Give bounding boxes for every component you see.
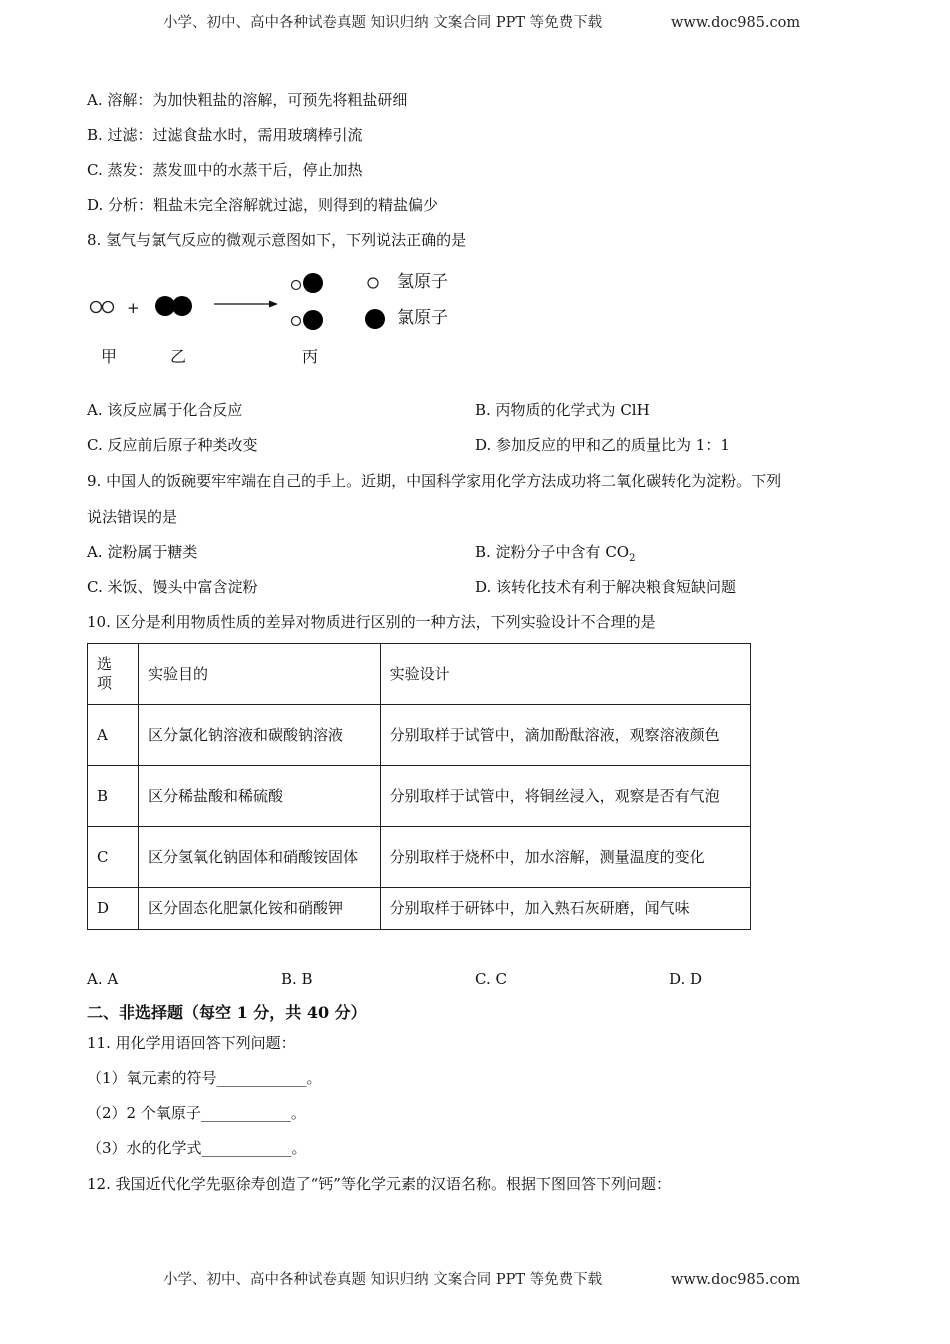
label-jia: 甲 xyxy=(101,347,118,366)
chlorine-atom-icon xyxy=(172,296,192,316)
row-design: 分别取样于试管中，将铜丝浸入，观察是否有气泡 xyxy=(380,766,750,827)
q9-stem-line1: 9. 中国人的饭碗要牢牢端在自己的手上。近期，中国科学家用化学方法成功将二氧化碳转化为淀粉。下列 xyxy=(87,472,782,490)
hydrogen-atom-icon xyxy=(91,302,102,313)
q10-option-c: C. C xyxy=(475,970,507,988)
q8-option-d: D. 参加反应的甲和乙的质量比为 1：1 xyxy=(475,436,730,454)
q8-option-c: C. 反应前后原子种类改变 xyxy=(87,436,258,454)
footer-site-link[interactable]: www.doc985.com xyxy=(671,1272,801,1288)
q11-part1: （1）氧元素的符号____________。 xyxy=(87,1069,322,1087)
row-purpose: 区分氯化钠溶液和碳酸钠溶液 xyxy=(138,705,380,766)
header-design: 实验设计 xyxy=(380,644,750,705)
q7-option-a: A. 溶解：为加快粗盐的溶解，可预先将粗盐研细 xyxy=(87,91,408,109)
table-row xyxy=(88,827,751,888)
q9-option-d: D. 该转化技术有利于解决粮食短缺问题 xyxy=(475,578,737,596)
q9-option-c: C. 米饭、馒头中富含淀粉 xyxy=(87,578,258,596)
row-option: A xyxy=(88,705,139,766)
q11-stem: 11. 用化学用语回答下列问题： xyxy=(87,1034,296,1052)
header-text: 小学、初中、高中各种试卷真题 知识归纳 文案合同 PPT 等免费下载 xyxy=(163,15,603,31)
q10-stem: 10. 区分是利用物质性质的差异对物质进行区别的一种方法，下列实验设计不合理的是 xyxy=(87,613,656,631)
label-yi: 乙 xyxy=(170,347,187,366)
legend-hydrogen-icon xyxy=(368,278,378,288)
row-design: 分别取样于试管中，滴加酚酞溶液，观察溶液颜色 xyxy=(380,705,750,766)
arrow-head-icon xyxy=(269,301,278,308)
hydrogen-atom-icon xyxy=(292,281,301,290)
footer-text: 小学、初中、高中各种试卷真题 知识归纳 文案合同 PPT 等免费下载 xyxy=(163,1272,603,1288)
chlorine-atom-icon xyxy=(303,310,323,330)
header-site-link[interactable]: www.doc985.com xyxy=(671,15,801,31)
q10-option-a: A. A xyxy=(87,970,119,988)
q11-part3: （3）水的化学式____________。 xyxy=(87,1139,307,1157)
q8-option-b: B. 丙物质的化学式为 ClH xyxy=(475,401,650,419)
q9-option-a: A. 淀粉属于糖类 xyxy=(87,543,198,561)
hydrogen-atom-icon xyxy=(103,302,114,313)
q9-option-b-subscript: 2 xyxy=(629,553,636,564)
row-option: C xyxy=(88,827,139,888)
q7-option-b: B. 过滤：过滤食盐水时，需用玻璃棒引流 xyxy=(87,126,363,144)
q11-part2: （2）2 个氧原子____________。 xyxy=(87,1104,306,1122)
row-design: 分别取样于研钵中，加入熟石灰研磨，闻气味 xyxy=(380,888,750,930)
q7-option-d: D. 分析：粗盐未完全溶解就过滤，则得到的精盐偏少 xyxy=(87,196,439,214)
q12-stem: 12. 我国近代化学先驱徐寿创造了“钙”等化学元素的汉语名称。根据下图回答下列问题： xyxy=(87,1175,671,1193)
table-row xyxy=(88,766,751,827)
q10-option-b: B. B xyxy=(281,970,313,988)
q7-option-c: C. 蒸发：蒸发皿中的水蒸干后，停止加热 xyxy=(87,161,363,179)
table-header-row xyxy=(88,644,751,705)
table-row xyxy=(88,705,751,766)
legend-chlorine-icon xyxy=(365,309,385,329)
row-purpose: 区分固态化肥氯化铵和硝酸钾 xyxy=(138,888,380,930)
label-bing: 丙 xyxy=(302,347,319,366)
legend-chlorine-label: 氯原子 xyxy=(397,308,448,328)
legend-hydrogen-label: 氢原子 xyxy=(397,272,448,292)
row-design: 分别取样于烧杯中，加水溶解，测量温度的变化 xyxy=(380,827,750,888)
q9-option-b-text: B. 淀粉分子中含有 CO xyxy=(475,543,630,561)
q8-stem: 8. 氢气与氯气反应的微观示意图如下，下列说法正确的是 xyxy=(87,231,467,249)
chlorine-atom-icon xyxy=(303,273,323,293)
q8-option-a: A. 该反应属于化合反应 xyxy=(87,401,243,419)
header-option: 选项 xyxy=(88,644,139,705)
hydrogen-atom-icon xyxy=(292,317,301,326)
header-purpose: 实验目的 xyxy=(138,644,380,705)
row-option: B xyxy=(88,766,139,827)
q10-option-d: D. D xyxy=(669,970,703,988)
section-title: 二、非选择题（每空 1 分，共 40 分） xyxy=(87,1003,367,1022)
plus-sign: + xyxy=(127,299,140,317)
row-option: D xyxy=(88,888,139,930)
experiment-table xyxy=(87,643,751,930)
q9-stem-line2: 说法错误的是 xyxy=(87,508,178,526)
row-purpose: 区分稀盐酸和稀硫酸 xyxy=(138,766,380,827)
q9-option-b xyxy=(475,542,635,569)
table-row xyxy=(88,888,751,930)
row-purpose: 区分氢氧化钠固体和硝酸铵固体 xyxy=(138,827,380,888)
